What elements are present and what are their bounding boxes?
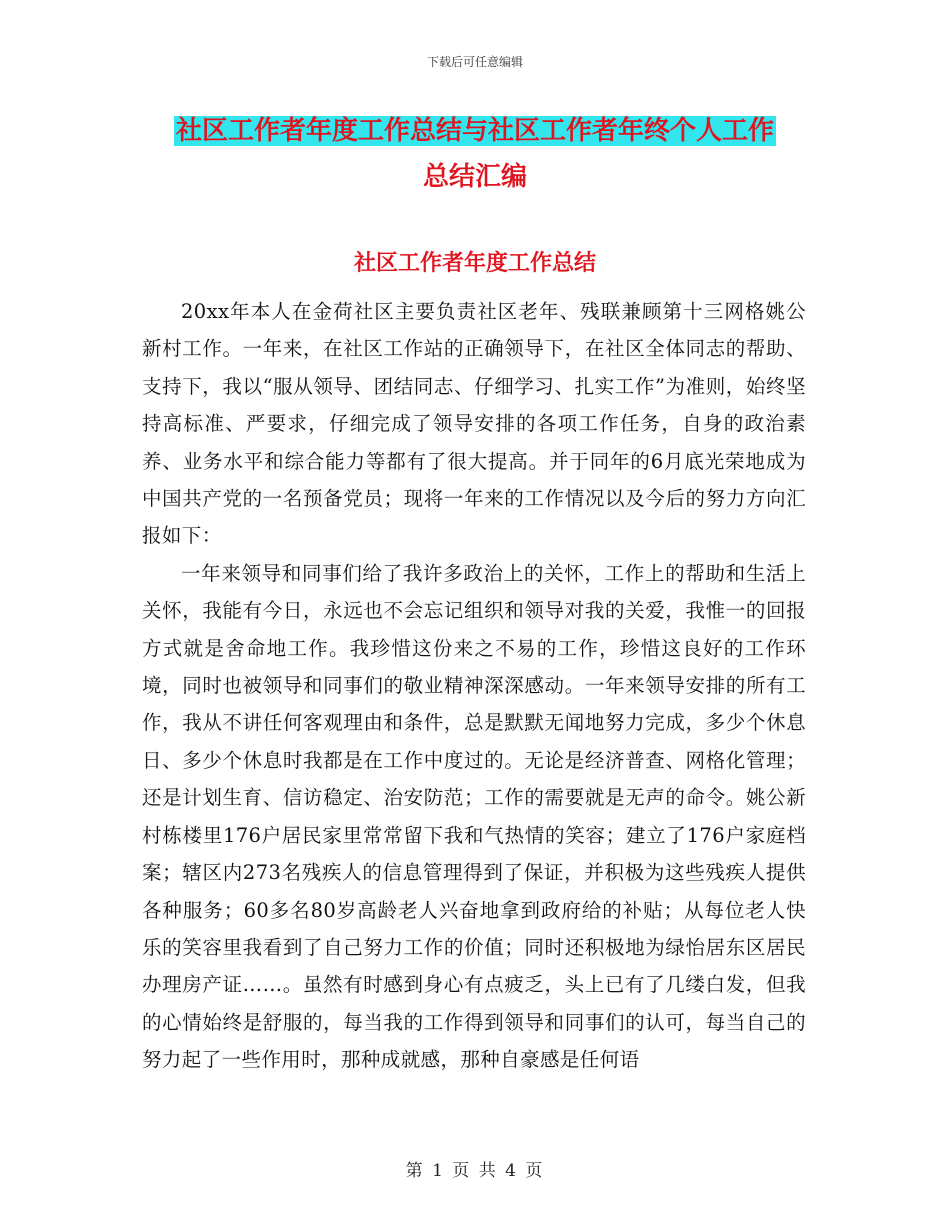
page-number-footer: 第 1 页 共 4 页 (405, 1161, 545, 1181)
paragraph: 20xx年本人在金荷社区主要负责社区老年、残联兼顾第十三网格姚公新村工作。一年来，在社区工作站的正确领导下，在社区全体同志的帮助、支持下，我以“服从领导、团结同志、仔细学习、扎实工作”为准则，始终坚持高标准、严要求，仔细完成了领导安排的各项工作任务，自身的政治素养、业务水平和综合能力等都有了很大提高。并于同年的6月底光荣地成为中国共产党的一名预备党员；现将一年来的工作情况以及今后的努力方向汇报如下： (142, 300, 806, 548)
document-title (140, 108, 810, 200)
paragraph: 一年来领导和同事们给了我许多政治上的关怀，工作上的帮助和生活上关怀，我能有今日，永远也不会忘记组织和领导对我的关爱，我惟一的回报方式就是舍命地工作。我珍惜这份来之不易的工作，珍惜这良好的工作环境，同时也被领导和同事们的敬业精神深深感动。一年来领导安排的所有工作，我从不讲任何客观理由和条件，总是默默无闻地努力完成，多少个休息日、多少个休息时我都是在工作中度过的。无论是经济普查、网格化管理；还是计划生育、信访稳定、治安防范；工作的需要就是无声的命令。姚公新村栋楼里176户居民家里常常留下我和气热情的笑容；建立了176户家庭档案；辖区内273名残疾人的信息管理得到了保证，并积极为这些残疾人提供各种服务；60多名80岁高龄老人兴奋地拿到政府给的补贴；从每位老人快乐的笑容里我看到了自己努力工作的价值；同时还积极地为绿怡居东区居民办理房产证……。虽然有时感到身心有点疲乏，头上已有了几缕白发，但我的心情始终是舒服的，每当我的工作得到领导和同事们的认可，每当自己的努力起了一些作用时，那种成就感，那种自豪感是任何语 (142, 561, 806, 1072)
document-title-line2: 总结汇编 (422, 162, 527, 192)
document-title-line1: 社区工作者年度工作总结与社区工作者年终个人工作 (175, 116, 774, 146)
section-title: 社区工作者年度工作总结 (353, 251, 596, 276)
body-text (142, 293, 806, 1079)
header-note: 下载后可任意编辑 (426, 55, 523, 69)
